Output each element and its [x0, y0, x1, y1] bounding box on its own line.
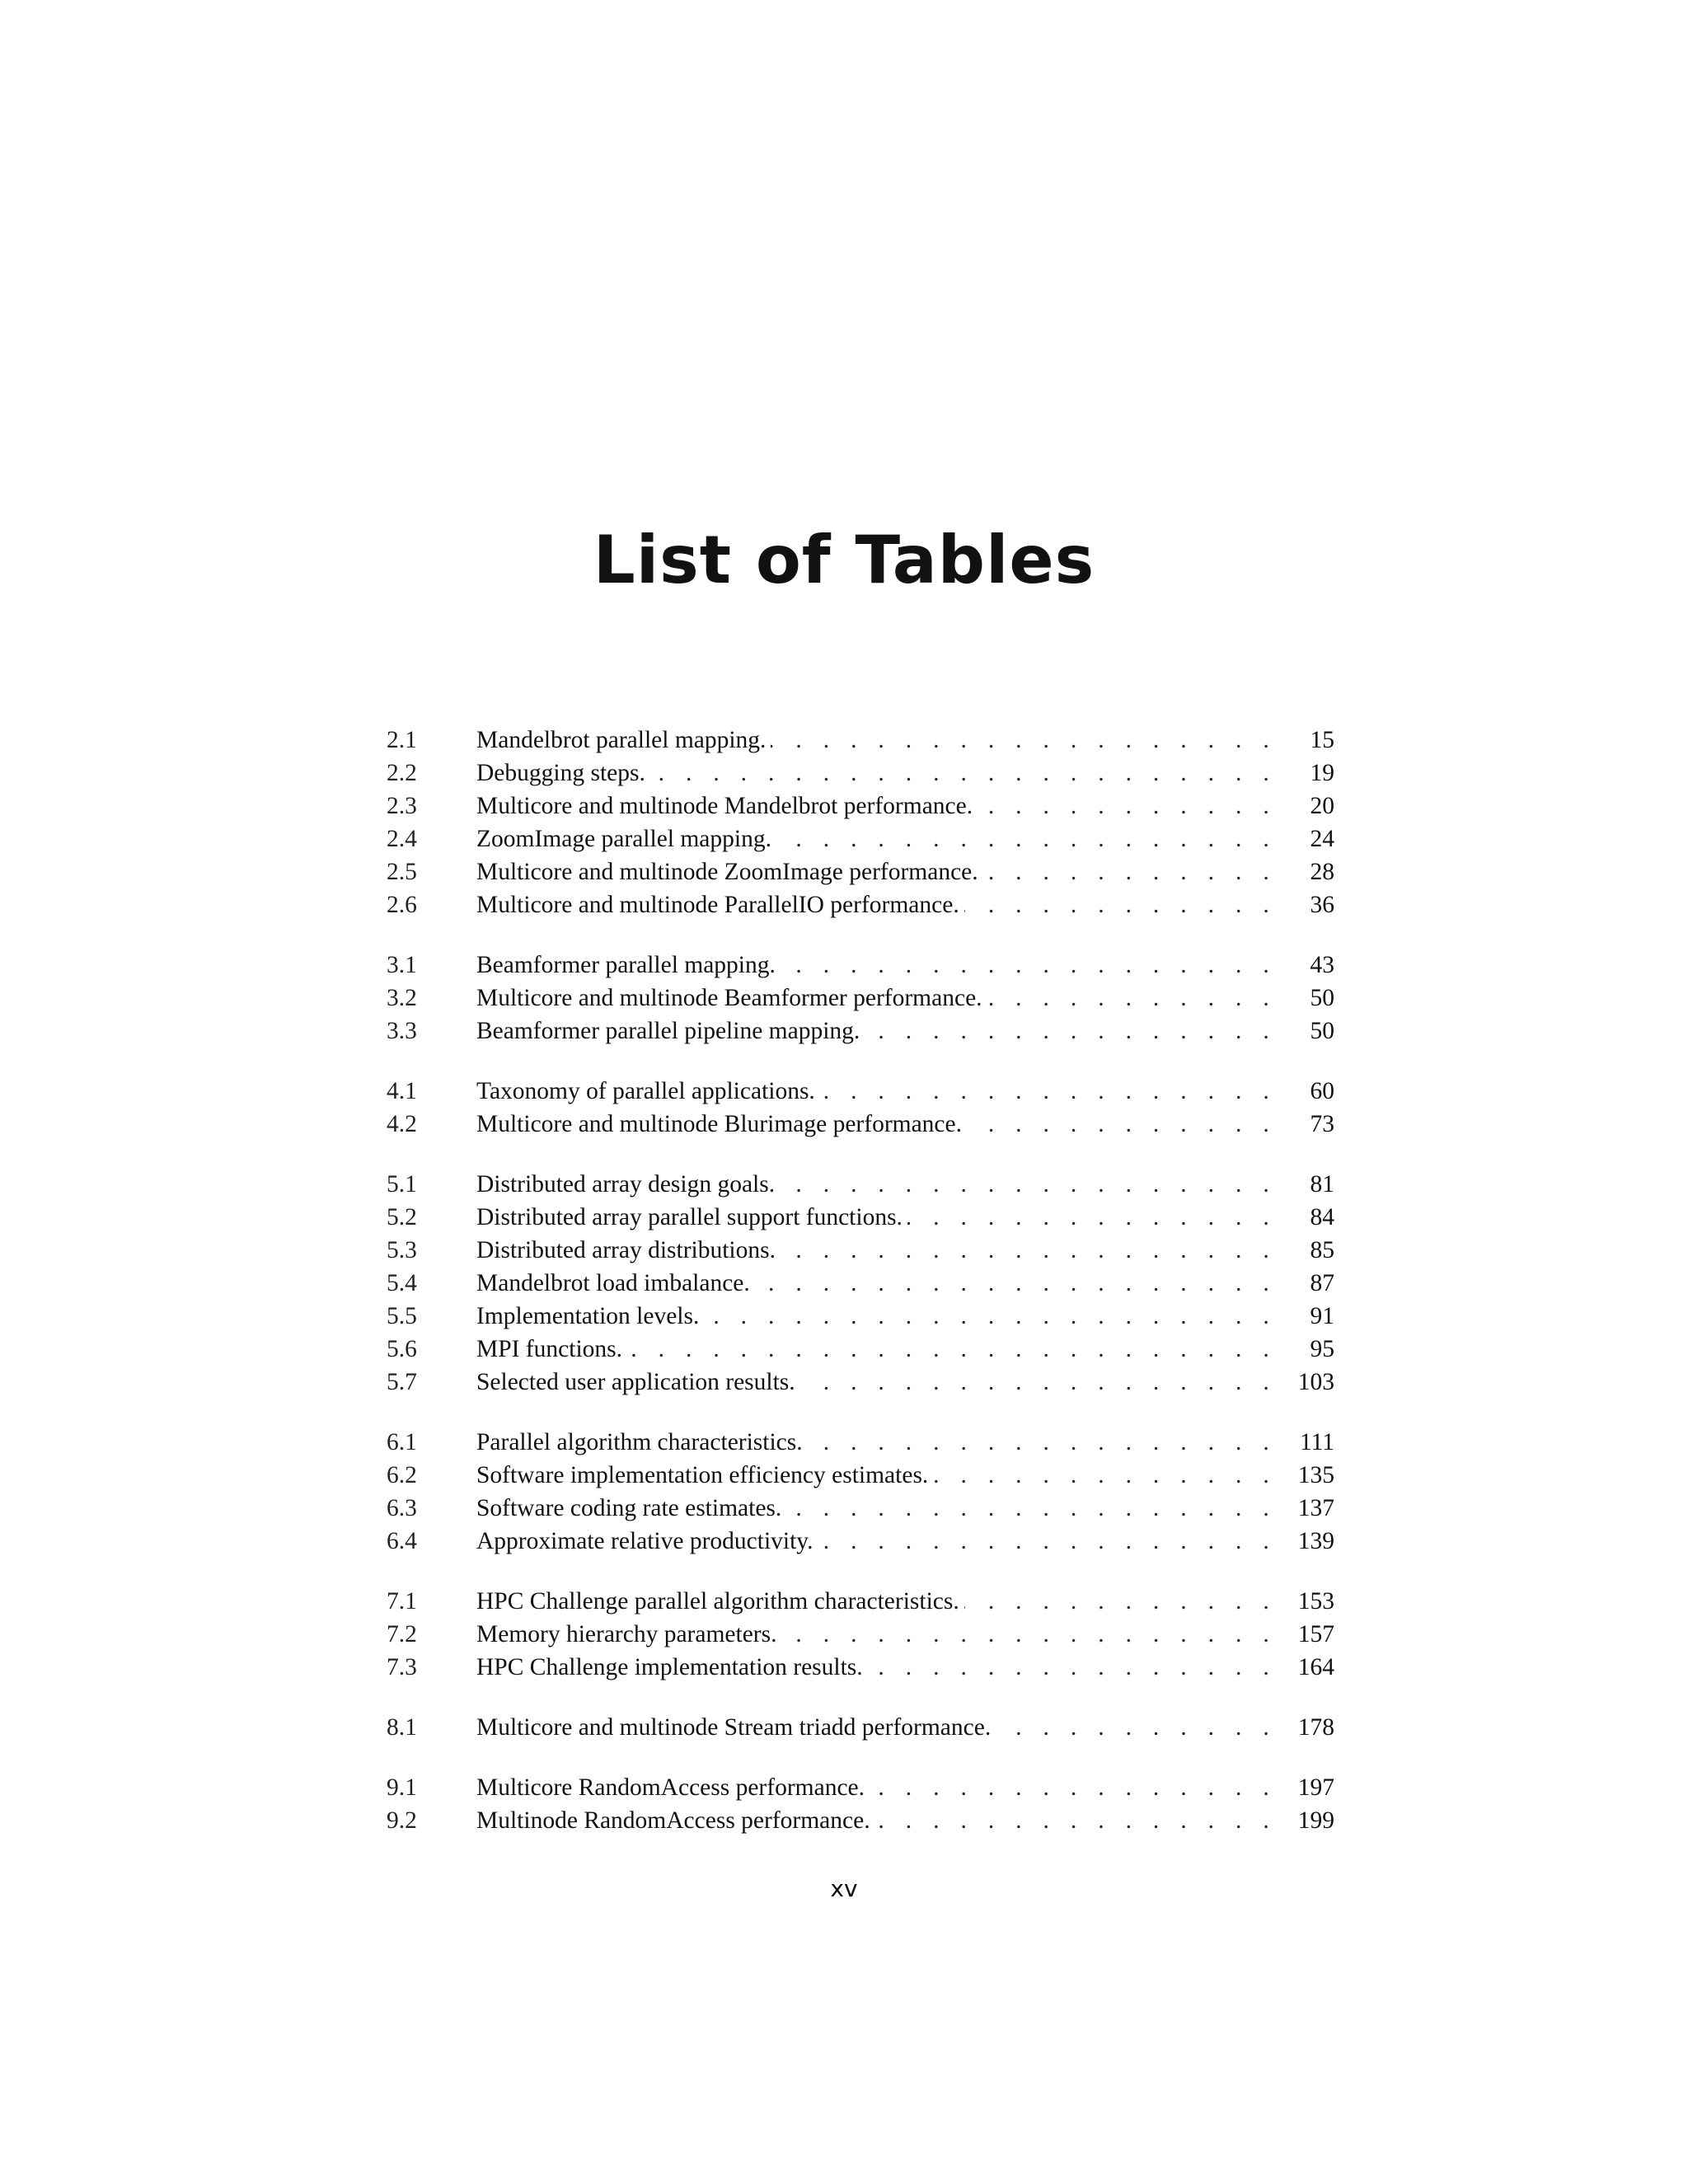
table-caption: [476, 1366, 1277, 1399]
table-caption-text: Debugging steps.: [476, 760, 650, 786]
table-caption-text: Multicore and multinode Beamformer performance.: [476, 985, 987, 1011]
table-page-number: 50: [1277, 1015, 1334, 1047]
table-entry[interactable]: [387, 1711, 1334, 1744]
chapter-group: [387, 1426, 1334, 1558]
table-caption: [476, 1651, 1277, 1684]
table-caption: [476, 790, 1277, 823]
table-number: 2.2: [387, 760, 417, 786]
table-entry[interactable]: [387, 757, 1334, 790]
table-entry[interactable]: [387, 1651, 1334, 1684]
table-entry[interactable]: [387, 888, 1334, 921]
table-number: 6.3: [387, 1495, 417, 1521]
table-entry[interactable]: [387, 1525, 1334, 1558]
table-entry[interactable]: [387, 1366, 1334, 1399]
table-page-number: 19: [1277, 757, 1334, 790]
chapter-group: [387, 724, 1334, 921]
table-caption: [476, 1201, 1277, 1234]
table-caption-text: Multicore and multinode Stream triadd performance.: [476, 1714, 996, 1741]
table-page-number: 139: [1277, 1525, 1334, 1558]
table-page-number: 81: [1277, 1168, 1334, 1201]
table-page-number: 137: [1277, 1492, 1334, 1525]
table-page-number: 20: [1277, 790, 1334, 823]
table-caption-text: Multicore and multinode ParallelIO performance.: [476, 892, 964, 918]
table-entry[interactable]: [387, 823, 1334, 855]
table-caption: [476, 1168, 1277, 1201]
table-entry[interactable]: [387, 1618, 1334, 1651]
table-number: 9.2: [387, 1807, 417, 1834]
table-page-number: 87: [1277, 1267, 1334, 1300]
page-number: xv: [830, 1875, 858, 1902]
table-caption: [476, 855, 1277, 888]
table-entry[interactable]: [387, 1804, 1334, 1837]
table-number: 2.3: [387, 793, 417, 819]
table-page-number: 95: [1277, 1333, 1334, 1366]
table-page-number: 50: [1277, 982, 1334, 1015]
table-number: 2.6: [387, 892, 417, 918]
table-caption: [476, 1804, 1277, 1837]
table-caption-text: MPI functions.: [476, 1336, 627, 1362]
table-number: 7.1: [387, 1588, 417, 1615]
table-entry[interactable]: [387, 949, 1334, 982]
table-page-number: 60: [1277, 1075, 1334, 1108]
table-caption: [476, 1426, 1277, 1459]
table-caption: [476, 757, 1277, 790]
table-caption: [476, 982, 1277, 1015]
table-page-number: 73: [1277, 1108, 1334, 1141]
chapter-group: [387, 1585, 1334, 1684]
table-page-number: 103: [1277, 1366, 1334, 1399]
table-caption-text: HPC Challenge parallel algorithm characteristics.: [476, 1588, 964, 1615]
table-number: 5.2: [387, 1204, 417, 1230]
table-number: 3.2: [387, 985, 417, 1011]
table-caption-text: ZoomImage parallel mapping.: [476, 826, 776, 852]
table-caption-text: Multicore and multinode ZoomImage performance.: [476, 859, 983, 885]
table-caption: [476, 823, 1277, 855]
table-number: 6.1: [387, 1429, 417, 1455]
table-caption-text: HPC Challenge implementation results.: [476, 1654, 868, 1680]
table-number: 5.4: [387, 1270, 417, 1296]
table-caption: [476, 1618, 1277, 1651]
table-number: 5.1: [387, 1171, 417, 1197]
table-caption: [476, 1015, 1277, 1047]
table-number: 5.6: [387, 1336, 417, 1362]
table-page-number: 91: [1277, 1300, 1334, 1333]
table-caption-text: Software implementation efficiency estimates.: [476, 1462, 933, 1488]
table-page-number: 157: [1277, 1618, 1334, 1651]
table-caption-text: Multicore RandomAccess performance.: [476, 1774, 870, 1801]
table-caption-text: Multicore and multinode Mandelbrot performance.: [476, 793, 978, 819]
table-number: 5.3: [387, 1237, 417, 1263]
chapter-group: [387, 949, 1334, 1047]
table-number: 4.1: [387, 1078, 417, 1104]
table-caption: [476, 724, 1277, 757]
table-caption: [476, 1234, 1277, 1267]
table-caption-text: Multicore and multinode Blurimage performance.: [476, 1111, 967, 1137]
table-page-number: 24: [1277, 823, 1334, 855]
table-caption-text: Taxonomy of parallel applications.: [476, 1078, 820, 1104]
table-number: 6.4: [387, 1528, 417, 1554]
table-number: 9.1: [387, 1774, 417, 1801]
table-entry[interactable]: [387, 790, 1334, 823]
table-entry[interactable]: [387, 1267, 1334, 1300]
table-entry[interactable]: [387, 1015, 1334, 1047]
table-page-number: 43: [1277, 949, 1334, 982]
table-number: 5.7: [387, 1369, 417, 1395]
table-caption-text: Selected user application results.: [476, 1369, 800, 1395]
table-page-number: 153: [1277, 1585, 1334, 1618]
chapter-group: [387, 1168, 1334, 1399]
table-page-number: 84: [1277, 1201, 1334, 1234]
table-caption-text: Implementation levels.: [476, 1303, 704, 1329]
table-page-number: 28: [1277, 855, 1334, 888]
table-page-number: 85: [1277, 1234, 1334, 1267]
table-entry[interactable]: [387, 1426, 1334, 1459]
table-entry[interactable]: [387, 1168, 1334, 1201]
table-page-number: 111: [1277, 1426, 1334, 1459]
table-caption-text: Memory hierarchy parameters.: [476, 1621, 782, 1647]
table-page-number: 15: [1277, 724, 1334, 757]
table-caption-text: Distributed array distributions.: [476, 1237, 781, 1263]
table-caption: [476, 1075, 1277, 1108]
table-caption-text: Distributed array design goals.: [476, 1171, 780, 1197]
table-page-number: 36: [1277, 888, 1334, 921]
chapter-group: [387, 1771, 1334, 1837]
table-caption-text: Multinode RandomAccess performance.: [476, 1807, 875, 1834]
table-caption-text: Mandelbrot load imbalance.: [476, 1270, 755, 1296]
table-entry[interactable]: [387, 1300, 1334, 1333]
table-number: 6.2: [387, 1462, 417, 1488]
table-entry[interactable]: [387, 1585, 1334, 1618]
table-number: 4.2: [387, 1111, 417, 1137]
table-number: 5.5: [387, 1303, 417, 1329]
table-caption: [476, 1771, 1277, 1804]
list-of-tables: [387, 724, 1334, 1864]
table-caption: [476, 949, 1277, 982]
table-page-number: 164: [1277, 1651, 1334, 1684]
table-caption-text: Parallel algorithm characteristics.: [476, 1429, 808, 1455]
table-caption: [476, 1459, 1277, 1492]
table-caption: [476, 1525, 1277, 1558]
page-title: List of Tables: [593, 522, 1095, 598]
table-caption-text: Approximate relative productivity.: [476, 1528, 818, 1554]
table-caption-text: Mandelbrot parallel mapping.: [476, 727, 771, 753]
table-entry[interactable]: [387, 1459, 1334, 1492]
chapter-group: [387, 1711, 1334, 1744]
table-caption: [476, 1585, 1277, 1618]
table-entry[interactable]: [387, 1771, 1334, 1804]
table-caption: [476, 1267, 1277, 1300]
table-number: 3.3: [387, 1018, 417, 1044]
table-entry[interactable]: [387, 982, 1334, 1015]
table-number: 8.1: [387, 1714, 417, 1741]
table-entry[interactable]: [387, 1201, 1334, 1234]
table-entry[interactable]: [387, 1075, 1334, 1108]
table-caption-text: Distributed array parallel support functions.: [476, 1204, 907, 1230]
table-caption: [476, 1492, 1277, 1525]
table-caption: [476, 888, 1277, 921]
table-entry[interactable]: [387, 1234, 1334, 1267]
table-caption: [476, 1711, 1277, 1744]
table-entry[interactable]: [387, 724, 1334, 757]
table-page-number: 178: [1277, 1711, 1334, 1744]
table-number: 2.4: [387, 826, 417, 852]
chapter-group: [387, 1075, 1334, 1141]
table-caption: [476, 1108, 1277, 1141]
table-number: 7.2: [387, 1621, 417, 1647]
table-page-number: 197: [1277, 1771, 1334, 1804]
table-number: 7.3: [387, 1654, 417, 1680]
table-caption-text: Beamformer parallel mapping.: [476, 952, 781, 978]
table-number: 3.1: [387, 952, 417, 978]
table-entry[interactable]: [387, 1492, 1334, 1525]
table-entry[interactable]: [387, 1333, 1334, 1366]
table-caption: [476, 1300, 1277, 1333]
table-caption-text: Software coding rate estimates.: [476, 1495, 786, 1521]
table-caption: [476, 1333, 1277, 1366]
table-entry[interactable]: [387, 855, 1334, 888]
table-page-number: 135: [1277, 1459, 1334, 1492]
table-caption-text: Beamformer parallel pipeline mapping.: [476, 1018, 865, 1044]
table-number: 2.5: [387, 859, 417, 885]
table-entry[interactable]: [387, 1108, 1334, 1141]
table-page-number: 199: [1277, 1804, 1334, 1837]
table-number: 2.1: [387, 727, 417, 753]
